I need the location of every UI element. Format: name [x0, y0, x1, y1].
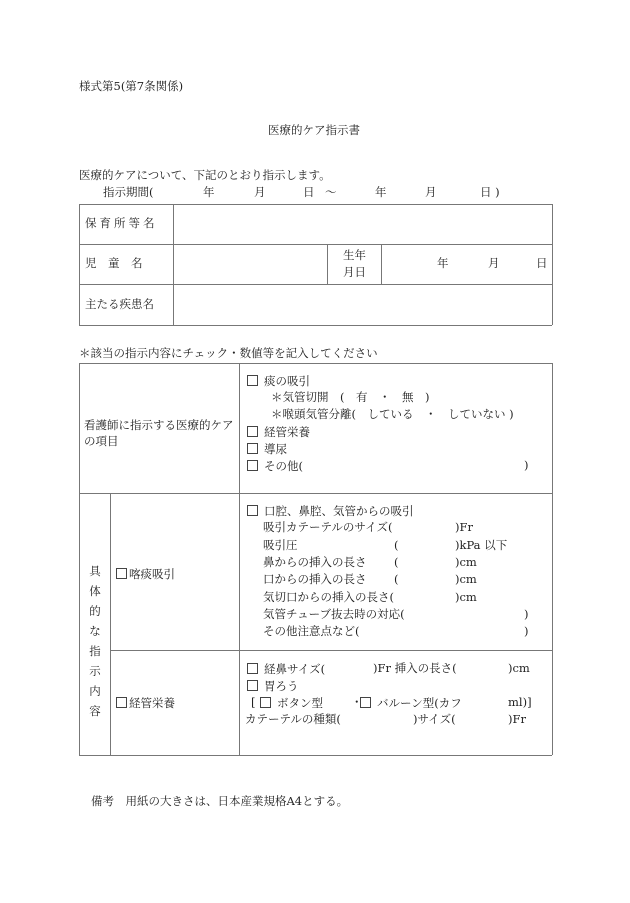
period-year-1: 年 [203, 185, 215, 199]
laryngeal-option[interactable]: ＊喉頭気管分離( している ・ していない ) [271, 407, 514, 421]
gastrostomy-label: 胃ろう [264, 679, 299, 693]
mouth-open: ( [394, 572, 399, 586]
page-title: 医療的ケア指示書 [268, 123, 360, 137]
table-border [79, 363, 552, 364]
remarks: 備考 用紙の大きさは、日本産業規格A4とする。 [91, 794, 349, 808]
vertical-char: な [89, 624, 101, 638]
table-border [552, 363, 553, 755]
button-type-option[interactable] [260, 697, 323, 710]
birth-month: 月 [488, 256, 500, 270]
checkbox-icon[interactable] [247, 460, 258, 471]
table-border [239, 363, 240, 755]
pressure-label: 吸引圧 [263, 538, 298, 552]
gastrostomy-option[interactable] [247, 680, 299, 693]
checkbox-icon[interactable] [247, 505, 258, 516]
checkbox-icon[interactable] [116, 568, 127, 579]
nose-unit: )cm [455, 555, 477, 569]
vertical-char: 体 [89, 584, 101, 598]
table-border [110, 650, 552, 651]
period-month-1: 月 [254, 185, 266, 199]
table-border [79, 493, 552, 494]
balloon-type-label: バルーン型(カフ [377, 696, 462, 710]
other-close: ) [524, 458, 529, 472]
suction-label: 喀痰吸引 [129, 567, 175, 581]
form-number: 様式第5(第7条関係) [79, 79, 184, 93]
feeding-label: 経管栄養 [129, 696, 175, 710]
stoma-unit: )cm [455, 590, 477, 604]
care-item-sputum[interactable] [247, 375, 310, 388]
vertical-char: 的 [89, 604, 101, 618]
period-tilde: ～ [325, 185, 337, 199]
other-notes-close: ) [524, 624, 529, 638]
pressure-unit: )kPa 以下 [455, 538, 508, 552]
checkbox-icon[interactable] [247, 663, 258, 674]
table-border [173, 204, 174, 325]
table-border [327, 244, 328, 284]
bracket-open: [ [251, 695, 256, 709]
child-name-field[interactable] [178, 246, 324, 282]
vertical-char: 容 [89, 704, 101, 718]
checkbox-icon[interactable] [247, 443, 258, 454]
vertical-char: 指 [89, 644, 101, 658]
stoma-length-label: 気切口からの挿入の長さ( [263, 590, 394, 604]
nose-length-label: 鼻からの挿入の長さ [263, 555, 367, 569]
table-border [110, 493, 111, 755]
facility-name-label: 保育所等名 [85, 216, 158, 230]
feeding-option[interactable] [116, 697, 175, 710]
button-type-label: ボタン型 [277, 696, 323, 710]
table-border [79, 325, 552, 326]
care-item-label: 経管栄養 [264, 425, 310, 439]
table-border [79, 755, 552, 756]
nasal-size-label: 経鼻サイズ( [264, 662, 326, 676]
care-items-label-2: の項目 [84, 434, 119, 448]
mouth-unit: )cm [455, 572, 477, 586]
nose-open: ( [394, 555, 399, 569]
feeding-catheter-size-label: )サイズ( [413, 712, 456, 726]
instruction-note: ＊該当の指示内容にチェック・数値等を記入してください [79, 346, 378, 360]
child-name-label: 児 童 名 [85, 256, 143, 270]
table-border [79, 363, 80, 755]
feeding-catheter-size-unit: )Fr [508, 712, 526, 726]
birth-date-label-1: 生年 [343, 248, 366, 262]
checkbox-icon[interactable] [247, 680, 258, 691]
care-item-tube-feeding[interactable] [247, 426, 310, 439]
checkbox-icon[interactable] [247, 426, 258, 437]
period-month-2: 月 [425, 185, 437, 199]
suction-route-label: 口腔、鼻腔、気管からの吸引 [264, 504, 414, 518]
tracheotomy-option[interactable]: ＊気管切開 ( 有 ・ 無 ) [271, 390, 430, 404]
suction-route[interactable] [247, 505, 414, 518]
suction-option[interactable] [116, 568, 175, 581]
balloon-type-option[interactable] [360, 697, 462, 710]
vertical-char: 具 [89, 564, 101, 578]
catheter-kind-label: カテーテルの種類( [245, 712, 341, 726]
table-border [79, 284, 552, 285]
table-border [381, 244, 382, 284]
pressure-open: ( [394, 538, 399, 552]
care-item-other[interactable] [247, 460, 303, 473]
period-label: 指示期間( [103, 185, 154, 199]
care-item-label: 導尿 [264, 442, 287, 456]
catheter-size-unit: )Fr [455, 520, 473, 534]
table-border [79, 244, 552, 245]
disease-name-label: 主たる疾患名 [85, 297, 154, 311]
intro-text: 医療的ケアについて、下記のとおり指示します。 [79, 168, 331, 182]
table-border [552, 204, 553, 325]
mouth-length-label: 口からの挿入の長さ [263, 572, 367, 586]
checkbox-icon[interactable] [247, 375, 258, 386]
other-notes-label: その他注意点など( [263, 624, 360, 638]
balloon-unit: ml)] [508, 695, 532, 709]
table-border [79, 204, 552, 205]
nasal-length-unit: )cm [508, 661, 530, 675]
nasal-size-unit: )Fr 挿入の長さ( [373, 661, 457, 675]
period-day-1: 日 [303, 185, 315, 199]
birth-day: 日 [536, 256, 548, 270]
vertical-char: 内 [89, 684, 101, 698]
nasal-option[interactable] [247, 663, 325, 676]
birth-date-label-2: 月日 [343, 265, 366, 279]
checkbox-icon[interactable] [116, 697, 127, 708]
period-day-2: 日 ) [480, 185, 500, 199]
birth-year: 年 [437, 256, 449, 270]
catheter-size-label: 吸引カテーテルのサイズ( [263, 520, 393, 534]
tube-removal-label: 気管チューブ抜去時の対応( [263, 607, 405, 621]
disease-name-field[interactable] [178, 287, 548, 323]
facility-name-field[interactable] [180, 206, 548, 242]
care-item-label: その他( [264, 459, 303, 473]
type-separator: ・ [351, 695, 363, 709]
checkbox-icon[interactable] [260, 697, 271, 708]
tube-removal-close: ) [524, 607, 529, 621]
table-border [79, 204, 80, 325]
care-item-catheter[interactable] [247, 443, 287, 456]
checkbox-icon[interactable] [360, 697, 371, 708]
period-year-2: 年 [375, 185, 387, 199]
care-item-label: 痰の吸引 [264, 374, 310, 388]
care-items-label-1: 看護師に指示する医療的ケア [84, 418, 234, 432]
vertical-char: 示 [89, 664, 101, 678]
